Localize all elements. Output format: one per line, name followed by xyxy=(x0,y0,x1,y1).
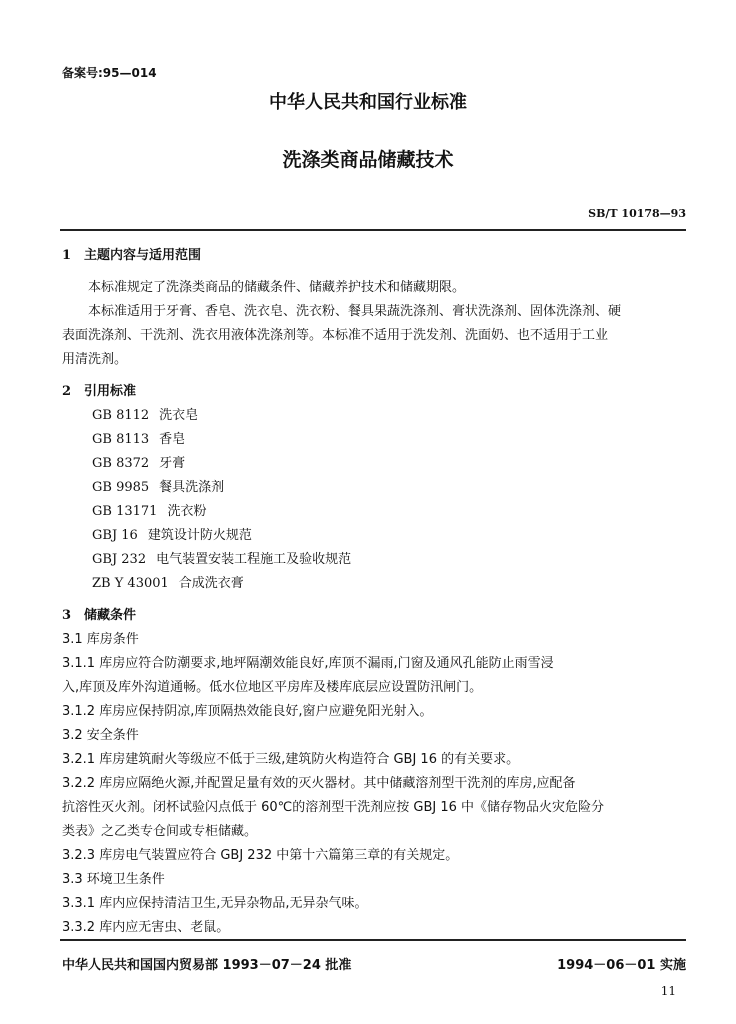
standard-code: SB/T 10178—93 xyxy=(588,207,686,220)
reference-item xyxy=(62,572,686,596)
footer-divider xyxy=(60,939,686,941)
reference-code: ZB Y 43001 xyxy=(92,576,169,591)
document-title: 洗涤类商品储藏技术 xyxy=(282,149,454,171)
section-number: 3 xyxy=(62,608,72,623)
reference-item xyxy=(62,428,686,452)
reference-code: GB 9985 xyxy=(92,480,150,495)
clause-line: 3.1.1 库房应符合防潮要求,地坪隔潮效能良好,库顶不漏雨,门窗及通风孔能防止雨雪浸 xyxy=(62,656,554,671)
reference-name: 合成洗衣膏 xyxy=(178,576,244,591)
reference-item xyxy=(62,500,686,524)
section-title: 主题内容与适用范围 xyxy=(84,248,202,263)
subsection-heading: 3.2 安全条件 xyxy=(62,728,139,743)
clause-line: 入,库顶及库外沟道通畅。低水位地区平房库及楼库底层应设置防汛闸门。 xyxy=(62,680,483,695)
reference-code: GBJ 16 xyxy=(92,528,138,543)
reference-name: 香皂 xyxy=(159,432,186,447)
page-number: 11 xyxy=(660,984,676,998)
reference-name: 建筑设计防火规范 xyxy=(147,528,252,543)
subsection-heading: 3.1 库房条件 xyxy=(62,632,139,647)
paragraph-line: 用清洗剂。 xyxy=(62,352,128,367)
section-number: 2 xyxy=(62,384,72,399)
reference-code: GB 8112 xyxy=(92,408,150,423)
section-title: 储藏条件 xyxy=(84,608,137,623)
clause-line: 抗溶性灭火剂。闭杯试验闪点低于 60℃的溶剂型干洗剂应按 GBJ 16 中《储存物品火灾危险分 xyxy=(62,800,605,815)
section-number: 1 xyxy=(62,248,72,263)
paragraph-line: 表面洗涤剂、干洗剂、洗衣用液体洗涤剂等。本标准不适用于洗发剂、洗面奶、也不适用于工业 xyxy=(62,328,609,343)
header-divider xyxy=(60,229,686,231)
implementation-date: 1994－06－01 实施 xyxy=(557,958,686,973)
reference-name: 洗衣皂 xyxy=(159,408,199,423)
clause-line: 3.2.3 库房电气装置应符合 GBJ 232 中第十六篇第三章的有关规定。 xyxy=(62,848,459,863)
document-body xyxy=(62,244,686,940)
clause-line: 3.1.2 库房应保持阴凉,库顶隔热效能良好,窗户应避免阳光射入。 xyxy=(62,704,433,719)
section-title: 引用标准 xyxy=(84,384,137,399)
section-2-heading xyxy=(62,380,686,404)
reference-code: GB 13171 xyxy=(92,504,158,519)
paragraph-line: 本标准规定了洗涤类商品的储藏条件、储藏养护技术和储藏期限。 xyxy=(88,280,466,295)
clause-line: 3.2.1 库房建筑耐火等级应不低于三级,建筑防火构造符合 GBJ 16 的有关要求。 xyxy=(62,752,520,767)
reference-name: 洗衣粉 xyxy=(167,504,207,519)
paragraph-line: 本标准适用于牙膏、香皂、洗衣皂、洗衣粉、餐具果蔬洗涤剂、膏状洗涤剂、固体洗涤剂、硬 xyxy=(88,304,622,319)
reference-item xyxy=(62,452,686,476)
record-number: 备案号:95—014 xyxy=(62,66,157,80)
clause-line: 3.2.2 库房应隔绝火源,并配置足量有效的灭火器材。其中储藏溶剂型干洗剂的库房,应配备 xyxy=(62,776,576,791)
reference-code: GBJ 232 xyxy=(92,552,147,567)
reference-item xyxy=(62,476,686,500)
reference-name: 牙膏 xyxy=(159,456,186,471)
clause-line: 3.3.1 库内应保持清洁卫生,无异杂物品,无异杂气味。 xyxy=(62,896,368,911)
section-1-heading xyxy=(62,244,686,268)
clause-line: 3.3.2 库内应无害虫、老鼠。 xyxy=(62,920,230,935)
reference-code: GB 8113 xyxy=(92,432,150,447)
reference-code: GB 8372 xyxy=(92,456,150,471)
reference-item xyxy=(62,404,686,428)
reference-name: 电气装置安装工程施工及验收规范 xyxy=(156,552,352,567)
reference-item xyxy=(62,548,686,572)
clause-line: 类表》之乙类专仓间或专柜储藏。 xyxy=(62,824,258,839)
approval-statement: 中华人民共和国国内贸易部 1993－07－24 批准 xyxy=(62,958,352,973)
reference-name: 餐具洗涤剂 xyxy=(159,480,225,495)
standard-category-heading: 中华人民共和国行业标准 xyxy=(269,92,467,113)
subsection-heading: 3.3 环境卫生条件 xyxy=(62,872,165,887)
reference-item xyxy=(62,524,686,548)
section-3-heading xyxy=(62,604,686,628)
